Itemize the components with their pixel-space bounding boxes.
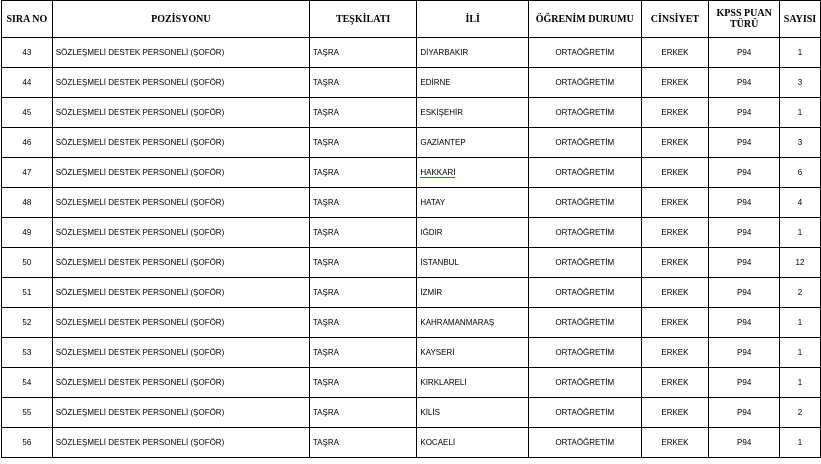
table-row	[2, 98, 821, 128]
cell-ogrenim-durumu	[529, 248, 641, 278]
cell-teskilat	[309, 368, 416, 398]
cell-cinsiyet-text: ERKEK	[661, 288, 689, 297]
cell-kpss-puan-turu	[709, 308, 780, 338]
cell-ogrenim-durumu-text: ORTAÖĞRETİM	[555, 78, 615, 87]
cell-sayisi	[779, 38, 820, 68]
cell-pozisyon-text: SÖZLEŞMELİ DESTEK PERSONELİ (ŞOFÖR)	[55, 108, 225, 117]
cell-kpss-puan-turu-text: P94	[737, 258, 752, 267]
cell-sira-no	[2, 68, 53, 98]
cell-il-text: GAZİANTEP	[420, 138, 466, 147]
table-body	[2, 38, 821, 458]
cell-pozisyon-text: SÖZLEŞMELİ DESTEK PERSONELİ (ŞOFÖR)	[55, 228, 225, 237]
cell-pozisyon	[52, 428, 309, 458]
cell-teskilat	[309, 308, 416, 338]
cell-sayisi-text: 1	[797, 318, 803, 327]
cell-sira-no-text: 44	[22, 78, 32, 87]
header-sira-no: SIRA NO	[2, 1, 53, 38]
cell-cinsiyet-text: ERKEK	[661, 48, 689, 57]
table-row	[2, 248, 821, 278]
cell-il-text: DİYARBAKIR	[420, 48, 469, 57]
cell-ogrenim-durumu-text: ORTAÖĞRETİM	[555, 258, 615, 267]
cell-kpss-puan-turu-text: P94	[737, 378, 752, 387]
cell-kpss-puan-turu	[709, 338, 780, 368]
cell-il	[417, 398, 529, 428]
cell-teskilat-text: TAŞRA	[312, 378, 339, 387]
cell-cinsiyet	[641, 338, 709, 368]
cell-cinsiyet-text: ERKEK	[661, 198, 689, 207]
cell-cinsiyet-text: ERKEK	[661, 258, 689, 267]
cell-teskilat-text: TAŞRA	[312, 408, 339, 417]
cell-sira-no-text: 47	[22, 168, 32, 177]
cell-pozisyon-text: SÖZLEŞMELİ DESTEK PERSONELİ (ŞOFÖR)	[55, 318, 225, 327]
cell-cinsiyet	[641, 218, 709, 248]
cell-teskilat	[309, 338, 416, 368]
cell-sira-no	[2, 308, 53, 338]
table-row	[2, 308, 821, 338]
cell-ogrenim-durumu	[529, 428, 641, 458]
cell-pozisyon-text: SÖZLEŞMELİ DESTEK PERSONELİ (ŞOFÖR)	[55, 288, 225, 297]
cell-il	[417, 98, 529, 128]
cell-sira-no-text: 50	[22, 258, 32, 267]
cell-il	[417, 338, 529, 368]
cell-pozisyon-text: SÖZLEŞMELİ DESTEK PERSONELİ (ŞOFÖR)	[55, 438, 225, 447]
cell-kpss-puan-turu-text: P94	[737, 288, 752, 297]
cell-pozisyon-text: SÖZLEŞMELİ DESTEK PERSONELİ (ŞOFÖR)	[55, 198, 225, 207]
cell-sayisi	[779, 278, 820, 308]
cell-cinsiyet	[641, 158, 709, 188]
cell-ogrenim-durumu-text: ORTAÖĞRETİM	[555, 378, 615, 387]
cell-sayisi-text: 3	[797, 78, 803, 87]
table-row	[2, 218, 821, 248]
cell-teskilat	[309, 38, 416, 68]
cell-sayisi-text: 1	[797, 108, 803, 117]
cell-kpss-puan-turu-text: P94	[737, 408, 752, 417]
cell-sira-no	[2, 188, 53, 218]
cell-kpss-puan-turu	[709, 398, 780, 428]
cell-kpss-puan-turu	[709, 38, 780, 68]
cell-sayisi-text: 1	[797, 48, 803, 57]
cell-il-text: HAKKARİ	[420, 168, 456, 177]
cell-teskilat	[309, 158, 416, 188]
cell-teskilat	[309, 398, 416, 428]
cell-cinsiyet-text: ERKEK	[661, 228, 689, 237]
cell-teskilat-text: TAŞRA	[312, 288, 339, 297]
cell-kpss-puan-turu	[709, 248, 780, 278]
cell-teskilat	[309, 188, 416, 218]
cell-il	[417, 68, 529, 98]
cell-sira-no-text: 48	[22, 198, 32, 207]
cell-pozisyon-text: SÖZLEŞMELİ DESTEK PERSONELİ (ŞOFÖR)	[55, 378, 225, 387]
cell-sira-no	[2, 368, 53, 398]
table-row	[2, 338, 821, 368]
cell-ogrenim-durumu	[529, 158, 641, 188]
cell-ogrenim-durumu	[529, 128, 641, 158]
cell-teskilat-text: TAŞRA	[312, 108, 339, 117]
cell-pozisyon	[52, 338, 309, 368]
cell-sira-no-text: 49	[22, 228, 32, 237]
cell-il	[417, 218, 529, 248]
cell-il-text: KAYSERİ	[420, 348, 455, 357]
cell-il-text: ESKİŞEHİR	[420, 108, 464, 117]
cell-sayisi	[779, 398, 820, 428]
cell-il-text: KAHRAMANMARAŞ	[420, 318, 495, 327]
cell-cinsiyet-text: ERKEK	[661, 78, 689, 87]
cell-kpss-puan-turu	[709, 368, 780, 398]
cell-teskilat	[309, 428, 416, 458]
cell-kpss-puan-turu	[709, 218, 780, 248]
cell-sira-no-text: 45	[22, 108, 32, 117]
cell-kpss-puan-turu-text: P94	[737, 168, 752, 177]
cell-sira-no	[2, 278, 53, 308]
cell-pozisyon-text: SÖZLEŞMELİ DESTEK PERSONELİ (ŞOFÖR)	[55, 258, 225, 267]
table-row	[2, 158, 821, 188]
cell-il-text: KIRKLARELİ	[420, 378, 467, 387]
cell-pozisyon	[52, 68, 309, 98]
cell-ogrenim-durumu-text: ORTAÖĞRETİM	[555, 438, 615, 447]
cell-sayisi-text: 12	[795, 258, 805, 267]
cell-sayisi	[779, 338, 820, 368]
table-row	[2, 368, 821, 398]
cell-teskilat-text: TAŞRA	[312, 168, 339, 177]
cell-teskilat	[309, 68, 416, 98]
cell-sayisi-text: 1	[797, 378, 803, 387]
cell-sira-no	[2, 248, 53, 278]
cell-il-text: IĞDIR	[420, 228, 443, 237]
cell-teskilat-text: TAŞRA	[312, 258, 339, 267]
cell-cinsiyet	[641, 278, 709, 308]
cell-cinsiyet-text: ERKEK	[661, 378, 689, 387]
cell-pozisyon-text: SÖZLEŞMELİ DESTEK PERSONELİ (ŞOFÖR)	[55, 348, 225, 357]
cell-sira-no	[2, 98, 53, 128]
table-row	[2, 38, 821, 68]
cell-sira-no	[2, 338, 53, 368]
cell-cinsiyet	[641, 248, 709, 278]
table-row	[2, 188, 821, 218]
cell-sira-no-text: 52	[22, 318, 32, 327]
cell-pozisyon-text: SÖZLEŞMELİ DESTEK PERSONELİ (ŞOFÖR)	[55, 78, 225, 87]
cell-sayisi	[779, 368, 820, 398]
table-row	[2, 128, 821, 158]
cell-kpss-puan-turu	[709, 188, 780, 218]
cell-sayisi-text: 6	[797, 168, 803, 177]
cell-cinsiyet	[641, 98, 709, 128]
cell-pozisyon-text: SÖZLEŞMELİ DESTEK PERSONELİ (ŞOFÖR)	[55, 138, 225, 147]
cell-ogrenim-durumu	[529, 338, 641, 368]
header-sayisi: SAYISI	[779, 1, 820, 38]
cell-kpss-puan-turu-text: P94	[737, 348, 752, 357]
cell-il	[417, 248, 529, 278]
cell-sira-no	[2, 158, 53, 188]
cell-pozisyon	[52, 158, 309, 188]
cell-kpss-puan-turu	[709, 98, 780, 128]
cell-sira-no-text: 53	[22, 348, 32, 357]
cell-ogrenim-durumu	[529, 38, 641, 68]
cell-teskilat-text: TAŞRA	[312, 348, 339, 357]
cell-pozisyon	[52, 398, 309, 428]
cell-il	[417, 308, 529, 338]
cell-il-text: İSTANBUL	[420, 258, 459, 267]
cell-il-text: KOCAELİ	[420, 438, 456, 447]
cell-teskilat-text: TAŞRA	[312, 138, 339, 147]
cell-ogrenim-durumu-text: ORTAÖĞRETİM	[555, 318, 615, 327]
cell-sayisi-text: 4	[797, 198, 803, 207]
cell-il	[417, 278, 529, 308]
cell-sayisi	[779, 248, 820, 278]
cell-il	[417, 158, 529, 188]
cell-kpss-puan-turu-text: P94	[737, 438, 752, 447]
cell-pozisyon	[52, 278, 309, 308]
cell-ogrenim-durumu	[529, 188, 641, 218]
cell-kpss-puan-turu	[709, 128, 780, 158]
cell-cinsiyet	[641, 38, 709, 68]
cell-pozisyon	[52, 38, 309, 68]
cell-kpss-puan-turu-text: P94	[737, 198, 752, 207]
cell-ogrenim-durumu-text: ORTAÖĞRETİM	[555, 198, 615, 207]
cell-cinsiyet-text: ERKEK	[661, 138, 689, 147]
cell-cinsiyet	[641, 68, 709, 98]
cell-sayisi-text: 1	[797, 228, 803, 237]
cell-cinsiyet-text: ERKEK	[661, 168, 689, 177]
cell-ogrenim-durumu-text: ORTAÖĞRETİM	[555, 138, 615, 147]
cell-ogrenim-durumu	[529, 398, 641, 428]
cell-kpss-puan-turu-text: P94	[737, 48, 752, 57]
cell-pozisyon-text: SÖZLEŞMELİ DESTEK PERSONELİ (ŞOFÖR)	[55, 408, 225, 417]
cell-kpss-puan-turu-text: P94	[737, 78, 752, 87]
cell-cinsiyet	[641, 128, 709, 158]
cell-teskilat-text: TAŞRA	[312, 198, 339, 207]
cell-cinsiyet	[641, 368, 709, 398]
cell-teskilat	[309, 278, 416, 308]
header-ogrenim-durumu: ÖĞRENİM DURUMU	[529, 1, 641, 38]
cell-sayisi	[779, 428, 820, 458]
cell-kpss-puan-turu	[709, 68, 780, 98]
header-kpss-puan-turu: KPSS PUAN TÜRÜ	[709, 1, 780, 38]
cell-ogrenim-durumu-text: ORTAÖĞRETİM	[555, 288, 615, 297]
cell-pozisyon	[52, 218, 309, 248]
cell-cinsiyet-text: ERKEK	[661, 348, 689, 357]
cell-ogrenim-durumu	[529, 368, 641, 398]
table-row	[2, 398, 821, 428]
cell-pozisyon-text: SÖZLEŞMELİ DESTEK PERSONELİ (ŞOFÖR)	[55, 168, 225, 177]
cell-teskilat	[309, 98, 416, 128]
cell-kpss-puan-turu-text: P94	[737, 138, 752, 147]
cell-ogrenim-durumu-text: ORTAÖĞRETİM	[555, 348, 615, 357]
header-ili: İLİ	[417, 1, 529, 38]
cell-teskilat	[309, 218, 416, 248]
cell-pozisyon	[52, 128, 309, 158]
cell-pozisyon	[52, 248, 309, 278]
cell-sayisi-text: 3	[797, 138, 803, 147]
table-row	[2, 278, 821, 308]
header-teskilati: TEŞKİLATI	[309, 1, 416, 38]
cell-il-text: EDİRNE	[420, 78, 451, 87]
cell-cinsiyet	[641, 428, 709, 458]
cell-ogrenim-durumu	[529, 308, 641, 338]
cell-sayisi-text: 1	[797, 348, 803, 357]
cell-cinsiyet	[641, 398, 709, 428]
cell-kpss-puan-turu	[709, 158, 780, 188]
cell-kpss-puan-turu-text: P94	[737, 318, 752, 327]
cell-sayisi	[779, 308, 820, 338]
cell-il	[417, 368, 529, 398]
cell-teskilat	[309, 128, 416, 158]
cell-cinsiyet	[641, 308, 709, 338]
cell-sira-no-text: 56	[22, 438, 32, 447]
header-row	[2, 1, 821, 38]
cell-kpss-puan-turu-text: P94	[737, 108, 752, 117]
cell-ogrenim-durumu-text: ORTAÖĞRETİM	[555, 108, 615, 117]
cell-il	[417, 428, 529, 458]
cell-sira-no	[2, 428, 53, 458]
cell-sira-no-text: 43	[22, 48, 32, 57]
cell-sayisi	[779, 128, 820, 158]
cell-teskilat-text: TAŞRA	[312, 318, 339, 327]
cell-ogrenim-durumu	[529, 218, 641, 248]
cell-sayisi	[779, 188, 820, 218]
cell-ogrenim-durumu	[529, 98, 641, 128]
header-cinsiyet: CİNSİYET	[641, 1, 709, 38]
cell-kpss-puan-turu	[709, 428, 780, 458]
cell-sayisi	[779, 98, 820, 128]
cell-ogrenim-durumu-text: ORTAÖĞRETİM	[555, 408, 615, 417]
positions-table	[1, 0, 821, 458]
cell-sira-no	[2, 128, 53, 158]
cell-teskilat-text: TAŞRA	[312, 438, 339, 447]
cell-sira-no-text: 46	[22, 138, 32, 147]
table-row	[2, 428, 821, 458]
cell-cinsiyet-text: ERKEK	[661, 438, 689, 447]
cell-sayisi	[779, 68, 820, 98]
cell-il	[417, 188, 529, 218]
cell-sira-no-text: 54	[22, 378, 32, 387]
cell-cinsiyet	[641, 188, 709, 218]
cell-sira-no-text: 51	[22, 288, 32, 297]
cell-kpss-puan-turu-text: P94	[737, 228, 752, 237]
cell-cinsiyet-text: ERKEK	[661, 318, 689, 327]
cell-teskilat	[309, 248, 416, 278]
cell-teskilat-text: TAŞRA	[312, 48, 339, 57]
cell-il-text: İZMİR	[420, 288, 443, 297]
table-row	[2, 68, 821, 98]
cell-cinsiyet-text: ERKEK	[661, 408, 689, 417]
cell-il-text: HATAY	[420, 198, 446, 207]
header-pozisyonu: POZİSYONU	[52, 1, 309, 38]
cell-ogrenim-durumu-text: ORTAÖĞRETİM	[555, 168, 615, 177]
cell-pozisyon	[52, 188, 309, 218]
cell-sayisi	[779, 218, 820, 248]
cell-il	[417, 128, 529, 158]
cell-pozisyon	[52, 308, 309, 338]
cell-il	[417, 38, 529, 68]
cell-ogrenim-durumu	[529, 278, 641, 308]
cell-sayisi	[779, 158, 820, 188]
cell-teskilat-text: TAŞRA	[312, 228, 339, 237]
cell-pozisyon	[52, 98, 309, 128]
cell-sira-no	[2, 38, 53, 68]
cell-il-text: KİLİS	[420, 408, 440, 417]
cell-sayisi-text: 2	[797, 288, 803, 297]
cell-sira-no	[2, 218, 53, 248]
cell-teskilat-text: TAŞRA	[312, 78, 339, 87]
cell-sayisi-text: 1	[797, 438, 803, 447]
cell-pozisyon	[52, 368, 309, 398]
cell-ogrenim-durumu	[529, 68, 641, 98]
cell-ogrenim-durumu-text: ORTAÖĞRETİM	[555, 228, 615, 237]
cell-ogrenim-durumu-text: ORTAÖĞRETİM	[555, 48, 615, 57]
cell-kpss-puan-turu	[709, 278, 780, 308]
cell-cinsiyet-text: ERKEK	[661, 108, 689, 117]
cell-pozisyon-text: SÖZLEŞMELİ DESTEK PERSONELİ (ŞOFÖR)	[55, 48, 225, 57]
cell-sira-no-text: 55	[22, 408, 32, 417]
cell-sayisi-text: 2	[797, 408, 803, 417]
cell-sira-no	[2, 398, 53, 428]
